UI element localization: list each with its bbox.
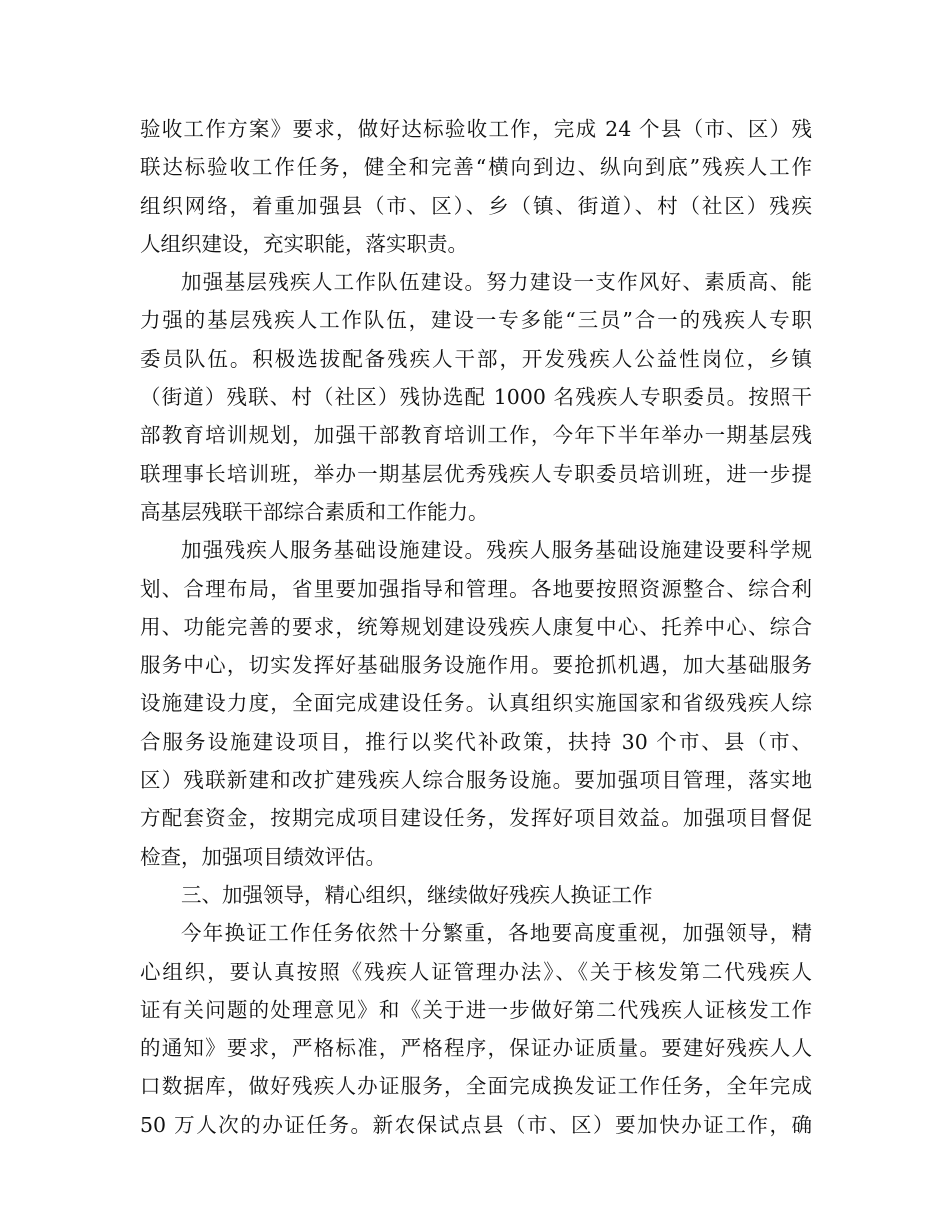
text-line: 证有关问题的处理意见》和《关于进一步做好第二代残疾人证核发工作: [140, 997, 812, 1022]
document-body: [140, 110, 812, 1144]
paragraph: [140, 876, 812, 914]
text-line: 方配套资金，按期完成项目建设任务，发挥好项目效益。加强项目督促: [140, 806, 812, 831]
text-line: 验收工作方案》要求，做好达标验收工作，完成 24 个县（市、区）残: [140, 117, 812, 141]
text-line: 委员队伍。积极选拔配备残疾人干部，开发残疾人公益性岗位，乡镇: [140, 346, 812, 371]
text-line: 50 万人次的办证任务。新农保试点县（市、区）要加快办证工作，确: [140, 1112, 812, 1137]
paragraph: [140, 110, 812, 263]
text-line: 三、加强领导，精心组织，继续做好残疾人换证工作: [181, 882, 653, 907]
paragraph: [140, 263, 812, 531]
text-line: 心组织，要认真按照《残疾人证管理办法》、《关于核发第二代残疾人: [140, 959, 812, 984]
text-line: 今年换证工作任务依然十分繁重，各地要高度重视，加强领导，精: [181, 921, 812, 946]
text-line: 加强基层残疾人工作队伍建设。努力建设一支作风好、素质高、能: [181, 270, 812, 295]
text-line: 设施建设力度，全面完成建设任务。认真组织实施国家和省级残疾人综: [140, 691, 812, 716]
text-line: 划、合理布局，省里要加强指导和管理。各地要按照资源整合、综合利: [140, 576, 812, 601]
text-line: 部教育培训规划，加强干部教育培训工作，今年下半年举办一期基层残: [140, 423, 812, 448]
text-line: 区）残联新建和改扩建残疾人综合服务设施。要加强项目管理，落实地: [140, 768, 812, 793]
paragraph: [140, 531, 812, 876]
text-line: 服务中心，切实发挥好基础服务设施作用。要抢抓机遇，加大基础服务: [140, 653, 812, 678]
text-line: 检查，加强项目绩效评估。: [140, 844, 386, 869]
text-line: 合服务设施建设项目，推行以奖代补政策，扶持 30 个市、县（市、: [140, 729, 812, 754]
text-line: 组织网络，着重加强县（市、区）、乡（镇、街道）、村（社区）残疾: [140, 193, 812, 218]
text-line: 用、功能完善的要求，统筹规划建设残疾人康复中心、托养中心、综合: [140, 614, 812, 639]
text-line: 人组织建设，充实职能，落实职责。: [140, 231, 468, 256]
paragraph: [140, 914, 812, 1144]
text-line: 联理事长培训班，举办一期基层优秀残疾人专职委员培训班，进一步提: [140, 461, 812, 486]
text-line: 联达标验收工作任务，健全和完善“横向到边、纵向到底”残疾人工作: [140, 155, 812, 180]
text-line: 加强残疾人服务基础设施建设。残疾人服务基础设施建设要科学规: [181, 538, 812, 563]
text-line: 高基层残联干部综合素质和工作能力。: [140, 499, 489, 524]
text-line: （街道）残联、村（社区）残协选配 1000 名残疾人专职委员。按照干: [140, 385, 812, 410]
text-line: 的通知》要求，严格标准，严格程序，保证办证质量。要建好残疾人人: [140, 1036, 812, 1061]
text-line: 力强的基层残疾人工作队伍，建设一专多能“三员”合一的残疾人专职: [140, 308, 812, 333]
text-line: 口数据库，做好残疾人办证服务，全面完成换发证工作任务，全年完成: [140, 1074, 812, 1099]
